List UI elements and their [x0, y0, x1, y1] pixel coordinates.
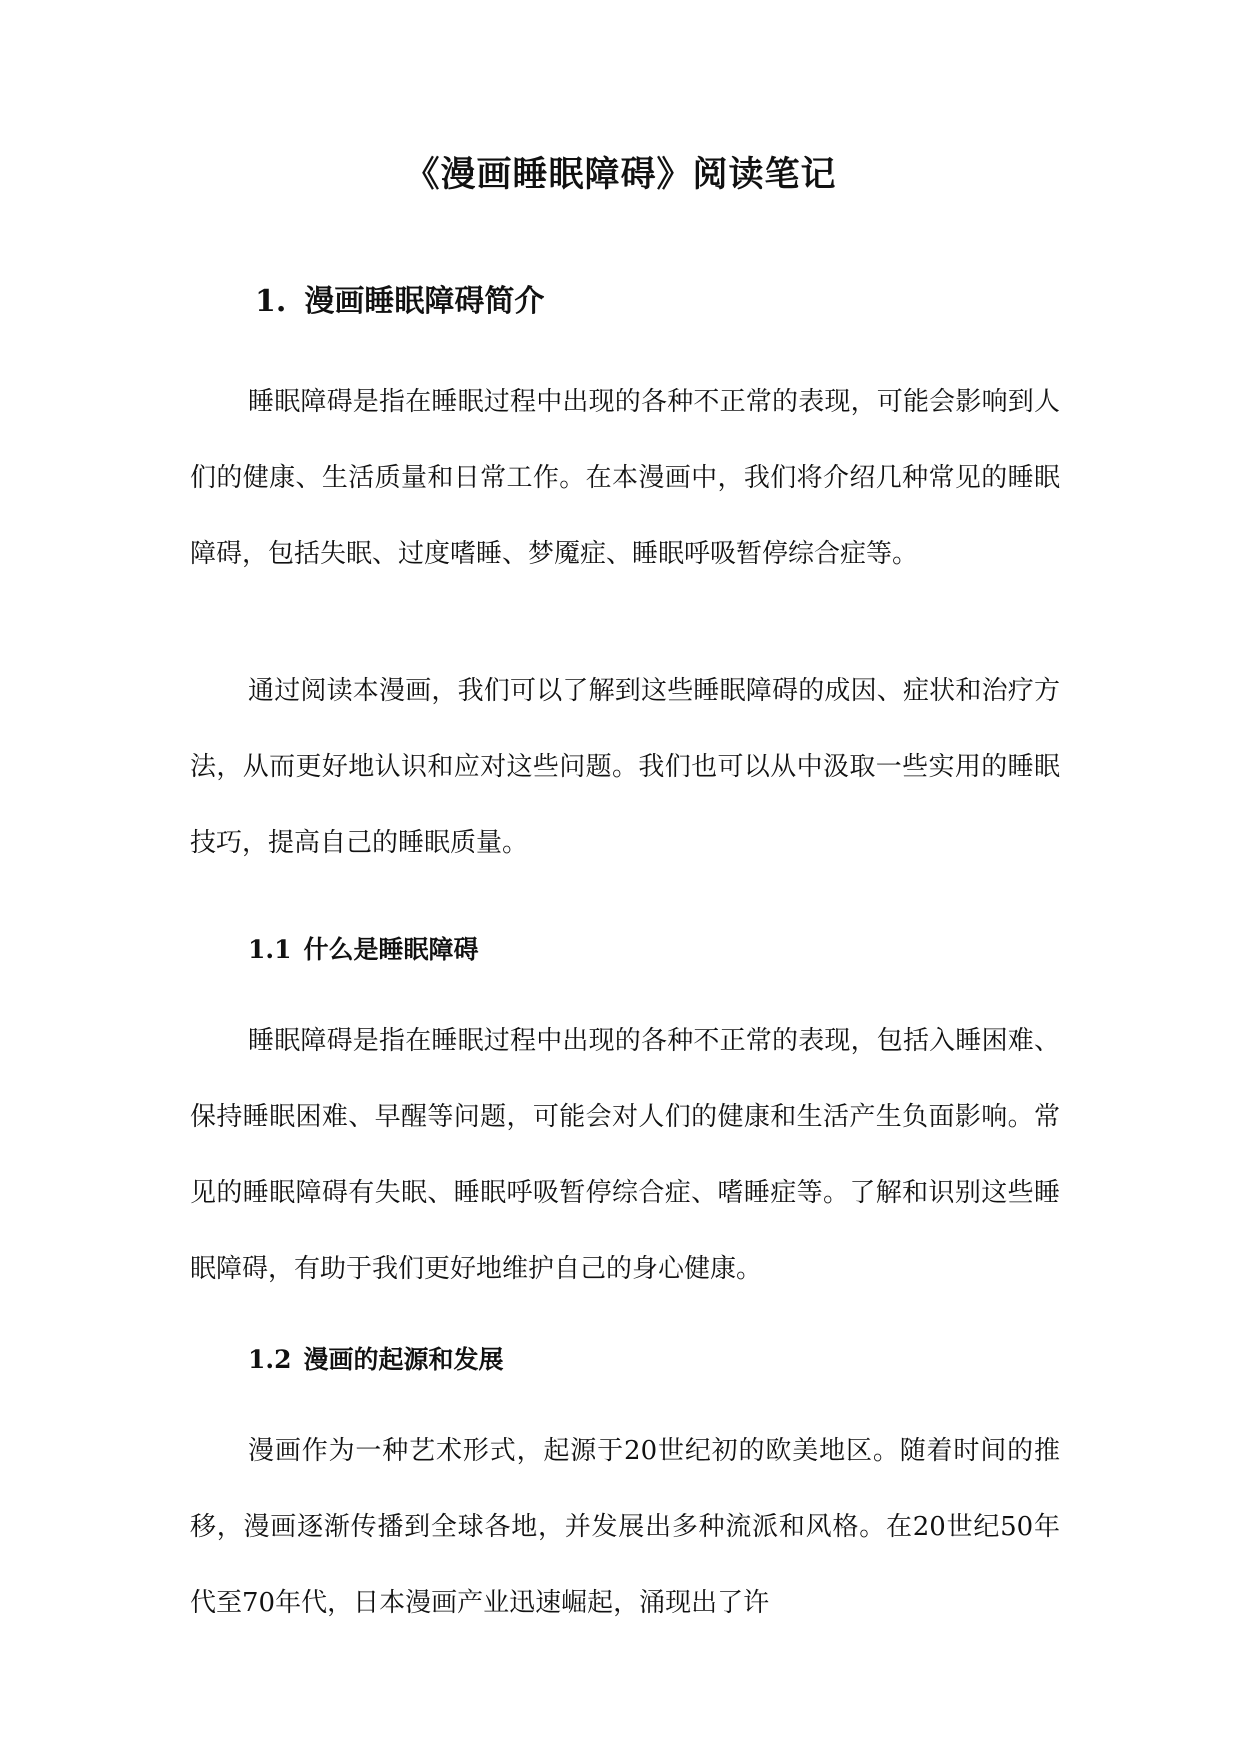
- section-1-heading: [255, 280, 544, 324]
- section-1-paragraph-2: 通过阅读本漫画，我们可以了解到这些睡眠障碍的成因、症状和治疗方法，从而更好地认识和应对这些问题。我们也可以从中汲取一些实用的睡眠技巧，提高自己的睡眠质量。: [190, 676, 1060, 858]
- section-1-2-heading: [248, 1340, 504, 1380]
- section-1-1-number: 1.1: [248, 935, 292, 964]
- section-1-2-paragraph: 漫画作为一种艺术形式，起源于20世纪初的欧美地区。随着时间的推移，漫画逐渐传播到全球各地，并发展出多种流派和风格。在20世纪50年代至70年代，日本漫画产业迅速崛起，涌现出了许: [190, 1436, 1060, 1618]
- section-1-1-title: 什么是睡眠障碍: [303, 935, 479, 964]
- section-1-1-heading: [248, 930, 479, 970]
- section-1-2-title: 漫画的起源和发展: [303, 1345, 504, 1374]
- section-1-2-number: 1.2: [248, 1345, 292, 1374]
- section-1-title: 漫画睡眠障碍简介: [304, 284, 545, 319]
- section-1-paragraph-1: 睡眠障碍是指在睡眠过程中出现的各种不正常的表现，可能会影响到人们的健康、生活质量和日常工作。在本漫画中，我们将介绍几种常见的睡眠障碍，包括失眠、过度嗜睡、梦魇症、睡眠呼吸暂停综合症等。: [190, 387, 1060, 569]
- document-title: 《漫画睡眠障碍》阅读笔记: [404, 154, 837, 195]
- section-1-1-paragraph: 睡眠障碍是指在睡眠过程中出现的各种不正常的表现，包括入睡困难、保持睡眠困难、早醒等问题，可能会对人们的健康和生活产生负面影响。常见的睡眠障碍有失眠、睡眠呼吸暂停综合症、嗜睡症等。了解和识别这些睡眠障碍，有助于我们更好地维护自己的身心健康。: [190, 1026, 1060, 1284]
- section-1-number: 1.: [255, 284, 287, 319]
